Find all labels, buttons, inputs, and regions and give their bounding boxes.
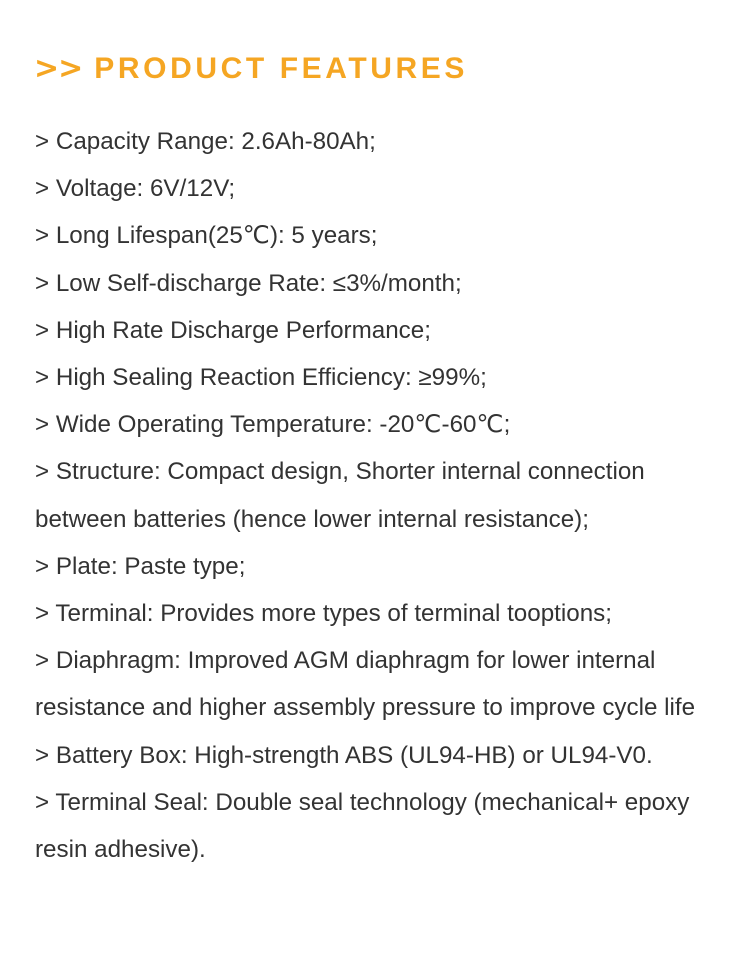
feature-terminal-seal: > Terminal Seal: Double seal technology (mechanical+ epoxy resin adhesive). <box>35 788 690 864</box>
feature-lifespan: > Long Lifespan(25℃): 5 years; <box>35 222 378 250</box>
feature-battery-box: > Battery Box: High-strength ABS (UL94-HB) or UL94-V0. <box>35 741 653 769</box>
feature-terminal: > Terminal: Provides more types of terminal tooptions; <box>35 600 612 628</box>
feature-capacity-range: > Capacity Range: 2.6Ah-80Ah; <box>35 128 376 155</box>
feature-voltage: > Voltage: 6V/12V; <box>35 175 236 203</box>
feature-structure: > Structure: Compact design, Shorter internal connection between batteries (hence lower internal resistance); <box>35 458 645 533</box>
feature-discharge-performance: > High Rate Discharge Performance; <box>35 316 431 344</box>
feature-plate: > Plate: Paste type; <box>35 552 246 580</box>
feature-list <box>35 118 735 873</box>
feature-sealing-efficiency: > High Sealing Reaction Efficiency: ≥99%; <box>35 364 487 392</box>
double-chevron-icon: >> <box>34 51 83 86</box>
feature-operating-temperature: > Wide Operating Temperature: -20℃-60℃; <box>35 411 511 439</box>
feature-diaphragm: > Diaphragm: Improved AGM diaphragm for lower internal resistance and higher assembly pressure to improve cycle life <box>35 647 696 722</box>
section-header <box>34 48 468 90</box>
section-title: PRODUCT FEATURES <box>94 52 468 85</box>
feature-self-discharge: > Low Self-discharge Rate: ≤3%/month; <box>35 269 462 297</box>
